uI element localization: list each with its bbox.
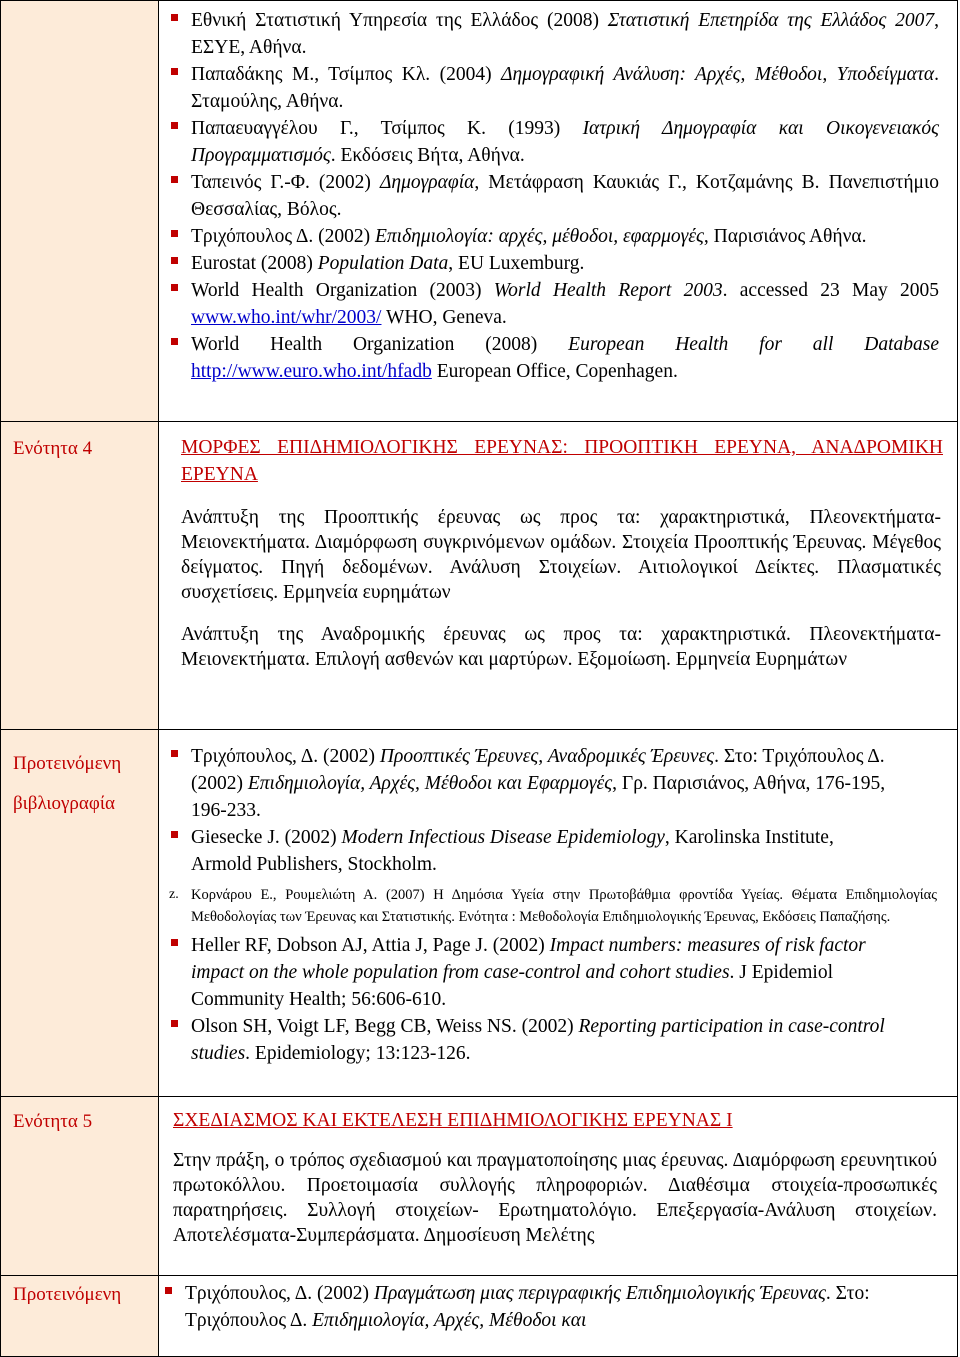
unit-4-retrospective-paragraph: Ανάπτυξη της Αναδρομικής έρευνας ως προς τα: χαρακτηριστικά. Πλεονεκτήματα-Μειονεκτήματα. Επιλογή ασθενών και μαρτύρων. Εξομοίωση. Ερμηνεία Ευρημάτων (181, 624, 941, 670)
list-item: Heller RF, Dobson AJ, Attia J, Page J. (2002) Impact numbers: measures of risk factor impact on the whole population from case-control and cohort studies. J Epidemiol Community Health; 56:606-610. (159, 932, 897, 1013)
bibliography-cell (159, 730, 958, 1097)
square-bullet-icon (171, 230, 178, 237)
list-item: z. Κορνάρου Ε., Ρουμελιώτη Α. (2007) Η Δημόσια Υγεία στην Πρωτοβάθμια φροντίδα Υγείας. Θέματα Επιδημιολογίας Μεθοδολογίας των Έρευνας και Στατιστικής. Ενότητα : Μεθοδολογία Επιδημιολογικής Έρευνας, Εκδόσεις Παπαζήσης. (169, 887, 937, 925)
bibliography-list (159, 730, 957, 1067)
list-item: Τριχόπουλος Δ. (2002) Επιδημιολογία: αρχές, μέθοδοι, εφαρμογές, Παρισιάνος Αθήνα. (159, 223, 939, 250)
empty-label-cell (1, 1, 159, 422)
list-item: Ταπεινός Γ.-Φ. (2002) Δημογραφία, Μετάφραση Καυκιάς Γ., Κοτζαμάνης Β. Πανεπιστήμιο Θεσσαλίας, Βόλος. (159, 169, 939, 223)
references-cell (159, 1, 958, 422)
list-item: World Health Organization (2008) European Health for all Database http://www.euro.who.int/hfadb European Office, Copenhagen. (159, 331, 939, 385)
square-bullet-icon (171, 68, 178, 75)
bibliography-row (1, 730, 958, 1097)
square-bullet-icon (171, 831, 178, 838)
list-item: Τριχόπουλος, Δ. (2002) Προοπτικές Έρευνες, Αναδρομικές Έρευνες. Στο: Τριχόπουλος Δ. (2002) Επιδημιολογία, Αρχές, Μέθοδοι και Εφαρμογές, Γρ. Παρισιάνος, Αθήνα, 176-195, 196-233. (159, 743, 897, 824)
who-2008-link[interactable]: http://www.euro.who.int/hfadb (191, 361, 432, 382)
square-bullet-icon (171, 122, 178, 129)
square-bullet-icon (171, 284, 178, 291)
bibliography-label-cell (1, 730, 159, 1097)
list-item: Εθνική Στατιστική Υπηρεσία της Ελλάδος (2008) Στατιστική Επετηρίδα της Ελλάδος 2007, ΕΣΥΕ, Αθήνα. (159, 7, 939, 61)
square-bullet-icon (171, 14, 178, 21)
unit-4-label: Ενότητα 4 (13, 438, 93, 459)
bibliography-2-label: Προτεινόμενη (13, 1284, 122, 1305)
who-2003-link[interactable]: www.who.int/whr/2003/ (191, 307, 382, 328)
bibliography-2-row (1, 1276, 958, 1357)
square-bullet-icon (171, 257, 178, 264)
list-item: Eurostat (2008) Population Data, EU Luxemburg. (159, 250, 939, 277)
unit-4-content-cell (159, 422, 958, 730)
unit-5-row (1, 1097, 958, 1276)
square-bullet-icon (171, 176, 178, 183)
unit-5-paragraph: Στην πράξη, ο τρόπος σχεδιασμού και πραγματοποίησης μιας έρευνας. Διαμόρφωση ερευνητικού πρωτοκόλλου. Προετοιμασία συλλογής πληροφοριών. Διαθέσιμα στοιχεία-προσωπικές παρατηρήσεις. Συλλογή στοιχείων- Ερωτηματολόγιο. Επεξεργασία-Ανάλυση στοιχείων. Αποτελέσματα-Συμπεράσματα. Δημοσίευση Μελέτης (173, 1150, 937, 1246)
square-bullet-icon (171, 338, 178, 345)
list-item: Παπαδάκης Μ., Τσίμπος Κλ. (2004) Δημογραφική Ανάλυση: Αρχές, Μέθοδοι, Υποδείγματα. Σταμούλης, Αθήνα. (159, 61, 939, 115)
unit-5-label: Ενότητα 5 (13, 1111, 93, 1132)
list-item: Παπαευαγγέλου Γ., Τσίμπος Κ. (1993) Ιατρική Δημογραφία και Οικογενειακός Προγραμματισμός. Εκδόσεις Βήτα, Αθήνα. (159, 115, 939, 169)
unit-5-label-cell (1, 1097, 159, 1276)
list-item: Giesecke J. (2002) Modern Infectious Disease Epidemiology, Karolinska Institute, Armold Publishers, Stockholm. (159, 824, 897, 878)
reference-list (159, 1, 957, 385)
bibliography-2-list (159, 1276, 957, 1334)
square-bullet-icon (165, 1287, 172, 1294)
list-item: Τριχόπουλος, Δ. (2002) Πραγμάτωση μιας περιγραφικής Επιδημιολογικής Έρευνας. Στο: Τριχόπουλος Δ. Επιδημιολογία, Αρχές, Μέθοδοι και (159, 1280, 897, 1334)
unit-4-row (1, 422, 958, 730)
bibliography-2-cell (159, 1276, 958, 1357)
unit-5-content-cell (159, 1097, 958, 1276)
unit-5-title: ΣΧΕΔΙΑΣΜΟΣ ΚΑΙ ΕΚΤΕΛΕΣΗ ΕΠΙΔΗΜΙΟΛΟΓΙΚΗΣ ΕΡΕΥΝΑΣ Ι (173, 1110, 733, 1131)
references-row (1, 1, 958, 422)
list-item: World Health Organization (2003) World Health Report 2003. accessed 23 May 2005 www.who.int/whr/2003/ WHO, Geneva. (159, 277, 939, 331)
bibliography-2-label-cell (1, 1276, 159, 1357)
square-bullet-icon (171, 939, 178, 946)
square-bullet-icon (171, 750, 178, 757)
unit-4-prospective-paragraph: Ανάπτυξη της Προοπτικής έρευνας ως προς τα: χαρακτηριστικά, Πλεονεκτήματα-Μειονεκτήματα. Διαμόρφωση συγκρινόμενων ομάδων. Στοιχεία Προοπτικής Έρευνας. Μέγεθος δείγματος. Πηγή δεδομένων. Ανάλυση Στοιχείων. Αιτιολογικοί Δείκτες. Πλασματικές συσχετίσεις. Ερμηνεία ευρημάτων (181, 507, 941, 603)
list-item: Olson SH, Voigt LF, Begg CB, Weiss NS. (2002) Reporting participation in case-control studies. Epidemiology; 13:123-126. (159, 1013, 897, 1067)
unit-4-title: ΜΟΡΦΕΣ ΕΠΙΔΗΜΙΟΛΟΓΙΚΗΣ ΕΡΕΥΝΑΣ: ΠΡΟΟΠΤΙΚΗ ΕΡΕΥΝΑ, ΑΝΑΔΡΟΜΙΚΗ ΕΡΕΥΝΑ (181, 437, 943, 485)
bibliography-label: Προτεινόμενη βιβλιογραφία (13, 753, 122, 814)
square-bullet-icon (171, 1020, 178, 1027)
unit-4-label-cell (1, 422, 159, 730)
